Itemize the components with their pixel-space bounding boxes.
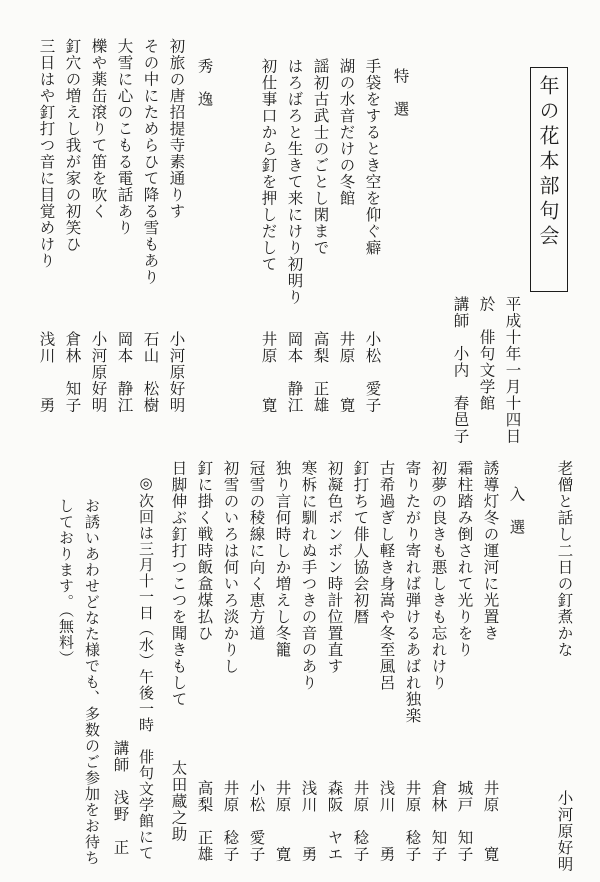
special-haiku: 手袋をするとき空を仰ぐ癖 — [363, 58, 382, 256]
special-haiku: はろばろと生きて来にけり初明り — [285, 58, 304, 306]
excellent-author: 倉林 知子 — [63, 331, 82, 414]
excellent-haiku: 櫟や薬缶滾りて笛を吹く — [89, 38, 108, 220]
selected-haiku: 初雪のいろは何いろ淡かりし — [221, 460, 240, 675]
special-author: 高梨 正雄 — [311, 331, 330, 414]
selected-author: 浅川 勇 — [377, 780, 396, 863]
selected-haiku: 独り言何時しか増えし冬籠 — [273, 460, 292, 658]
selected-author: 井原 寛 — [481, 780, 500, 863]
selected-author: 森阪 ヤエ — [325, 780, 344, 863]
selected-author: 倉林 知子 — [429, 780, 448, 863]
next-meeting-line: ◎次回は三月十一日（水）午後一時 俳句文学館にて — [137, 474, 155, 861]
selected-author: 井原 稔子 — [403, 780, 422, 863]
invitation-line: しております。（無料） — [57, 498, 75, 667]
selected-haiku: 冠雪の稜線に向く恵方道 — [247, 460, 266, 642]
selected-haiku: 初凝色ボンボン時計位置直す — [325, 460, 344, 675]
selected-label: 入 選 — [507, 486, 526, 536]
excellent-author: 浅川 勇 — [37, 331, 56, 414]
selected-author: 高梨 正雄 — [195, 780, 214, 863]
excellent-haiku: その中にためらひて降る雪もあり — [141, 38, 160, 286]
title-rule-top — [530, 67, 568, 68]
meeting-date: 平成十年一月十四日 — [503, 296, 522, 445]
page-title: 年の花本部句会 — [536, 75, 560, 250]
special-author: 岡本 静江 — [285, 331, 304, 414]
selected-author: 小松 愛子 — [247, 780, 266, 863]
selected-author: 城戸 知子 — [455, 780, 474, 863]
next-meeting-lecturer: 講師 浅野 正 — [111, 740, 130, 856]
selected-haiku: 誘導灯冬の運河に光置き — [481, 460, 500, 642]
special-label: 特 選 — [391, 68, 410, 118]
excellent-haiku: 釘穴の増えし我が家の初笑ひ — [63, 38, 82, 253]
excellent-author: 小河原好明 — [89, 331, 108, 414]
excellent-author: 小河原好明 — [167, 331, 186, 414]
selected-haiku: 寒柝に馴れぬ手つきの音のあり — [299, 460, 318, 691]
excellent-author: 石山 松樹 — [141, 331, 160, 414]
meeting-lecturer: 講師 小内 春邑子 — [451, 296, 470, 445]
excellent-haiku: 大雪に心のこもる電話あり — [115, 38, 134, 236]
excellent-author: 岡本 静江 — [115, 331, 134, 414]
excellent-label: 秀 逸 — [195, 58, 214, 108]
selected-author: 井原 寛 — [273, 780, 292, 863]
selected-haiku: 日脚伸ぶ釘打つこつを聞きもして — [169, 460, 188, 708]
special-author: 小松 愛子 — [363, 331, 382, 414]
selected-author: 浅川 勇 — [299, 780, 318, 863]
selected-author: 井原 稔子 — [351, 780, 370, 863]
invitation-line: お誘いあわせどなた様でも、多数のご参加をお待ち — [83, 498, 101, 866]
closing-haiku: 老僧と話し二日の釘煮かな — [555, 460, 574, 658]
title-rule-left — [530, 67, 531, 292]
excellent-haiku: 初旅の唐招提寺素通りす — [167, 38, 186, 220]
selected-haiku: 古希過ぎし軽き身嵩や冬至風呂 — [377, 460, 396, 691]
title-rule-right — [567, 67, 568, 292]
selected-author: 太田蔵之助 — [169, 760, 188, 843]
special-author: 井原 寛 — [259, 331, 278, 414]
selected-haiku: 釘に掛く戦時飯盒煤払ひ — [195, 460, 214, 642]
meeting-venue: 於 俳句文学館 — [477, 296, 496, 412]
selected-haiku: 寄りたがり寄れば弾けるあばれ独楽 — [403, 460, 422, 724]
special-haiku: 湖の水音だけの冬館 — [337, 58, 356, 207]
selected-haiku: 釘打ちて俳人協会初暦 — [351, 460, 370, 625]
title-rule-bottom — [530, 291, 568, 292]
closing-haiku-author: 小河原好明 — [555, 790, 574, 873]
excellent-haiku: 三日はや釘打つ音に目覚めけり — [37, 38, 56, 269]
selected-haiku: 霜柱踏み倒されて光りをり — [455, 460, 474, 658]
selected-author: 井原 稔子 — [221, 780, 240, 863]
selected-haiku: 初夢の良きも悪しきも忘れけり — [429, 460, 448, 691]
special-haiku: 初仕事口から釘を押しだして — [259, 58, 278, 273]
special-author: 井原 寛 — [337, 331, 356, 414]
special-haiku: 謡初古武士のごとし閑まで — [311, 58, 330, 256]
